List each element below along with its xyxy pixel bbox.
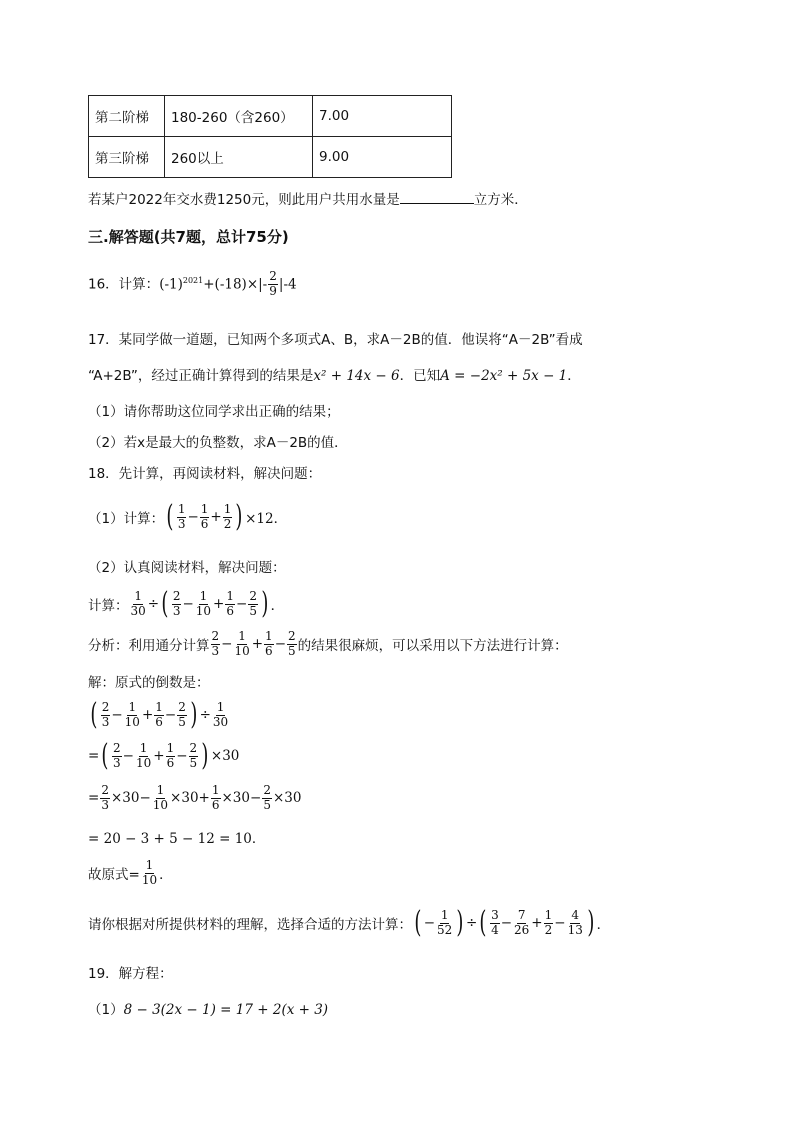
- fraction: $\frac{2}{9}$: [269, 269, 277, 298]
- q18-step4: = 20 − 3 + 5 − 12 = 10．: [88, 831, 266, 847]
- q18-part1: （1）计算： ( $\frac{1}{3}$ − $\frac{1}{6}$ + $\frac{1}{2}$ ) ×12．: [88, 499, 288, 534]
- q17-part1: （1）请你帮助这位同学求出正确的结果；: [88, 404, 340, 420]
- q19-part1: （1）8 − 3(2x − 1) = 17 + 2(x + 3): [88, 1002, 329, 1018]
- fraction: $\frac{1}{2}$: [223, 501, 232, 531]
- table-cell: 第二阶梯: [89, 96, 165, 137]
- table-row: [89, 96, 452, 137]
- fraction: $\frac{1}{30}$: [130, 588, 146, 618]
- q16: 16．计算：$(-1)^{2021}+(-18)\times|-$ $\frac{2}{9}$ |-4: [88, 269, 297, 298]
- fraction: $\frac{1}{6}$: [200, 501, 209, 531]
- q18-sol-label: 解：原式的倒数是：: [88, 675, 210, 691]
- q18-analysis: 分析：利用通分计算 $\frac{2}{3}$ − $\frac{1}{10}$ + $\frac{1}{6}$ − $\frac{2}{5}$ 的结果很麻烦，可以采用以下方法进行计算：: [88, 628, 568, 658]
- table-cell: 第三阶梯: [89, 137, 165, 178]
- q18-part2-label: （2）认真阅读材料，解决问题：: [88, 560, 286, 576]
- table-cell: 260以上: [165, 137, 313, 178]
- q18-step2: = ( $\frac{2}{3}$ − $\frac{1}{10}$ + $\frac{1}{6}$ − $\frac{2}{5}$ ) ×30: [88, 738, 240, 773]
- q17-line2: “A+2B”，经过正确计算得到的结果是x² + 14x − 6．已知A = −2x² + 5x − 1．: [88, 368, 581, 384]
- table-cell: 7.00: [313, 96, 452, 137]
- q17-part2: （2）若x是最大的负整数，求A－2B的值．: [88, 435, 348, 451]
- table-row: [89, 137, 452, 178]
- q18-step1: ( $\frac{2}{3}$ − $\frac{1}{10}$ + $\frac{1}{6}$ − $\frac{2}{5}$ ) ÷ $\frac{1}{30}$: [90, 697, 229, 732]
- section-heading: 三.解答题(共7题，总计75分): [88, 228, 289, 246]
- table-cell: 180-260（含260）: [165, 96, 313, 137]
- q17-line1: 17．某同学做一道题，已知两个多项式A、B，求A－2B的值．他误将“A－2B”看成: [88, 332, 583, 348]
- q18-step3: = $\frac{2}{3}$ ×30− $\frac{1}{10}$ ×30+ $\frac{1}{6}$ ×30− $\frac{2}{5}$ ×30: [88, 782, 302, 812]
- q18-intro: 18．先计算，再阅读材料，解决问题：: [88, 466, 322, 482]
- q18-calc: 计算： $\frac{1}{30}$ ÷ ( $\frac{2}{3}$ − $\frac{1}{10}$ + $\frac{1}{6}$ − $\frac{2}{5}$ ) ．: [88, 586, 285, 621]
- q18-ask: 请你根据对所提供材料的理解，选择合适的方法计算： ( − $\frac{1}{52}$ ) ÷ ( $\frac{3}{4}$ − $\frac{7}{26}$ + $\frac{1}{2}$ − $\frac{4}{13}$ ) ．: [88, 905, 611, 940]
- water-tier-table: [88, 95, 452, 178]
- q19-title: 19．解方程：: [88, 966, 173, 982]
- fraction: $\frac{1}{3}$: [177, 501, 186, 531]
- table-cell: 9.00: [313, 137, 452, 178]
- answer-blank: [400, 191, 474, 204]
- q15-tail: 若某户2022年交水费1250元，则此用户共用水量是 立方米．: [88, 192, 528, 208]
- q18-result: 故原式= $\frac{1}{10}$ ．: [88, 857, 173, 887]
